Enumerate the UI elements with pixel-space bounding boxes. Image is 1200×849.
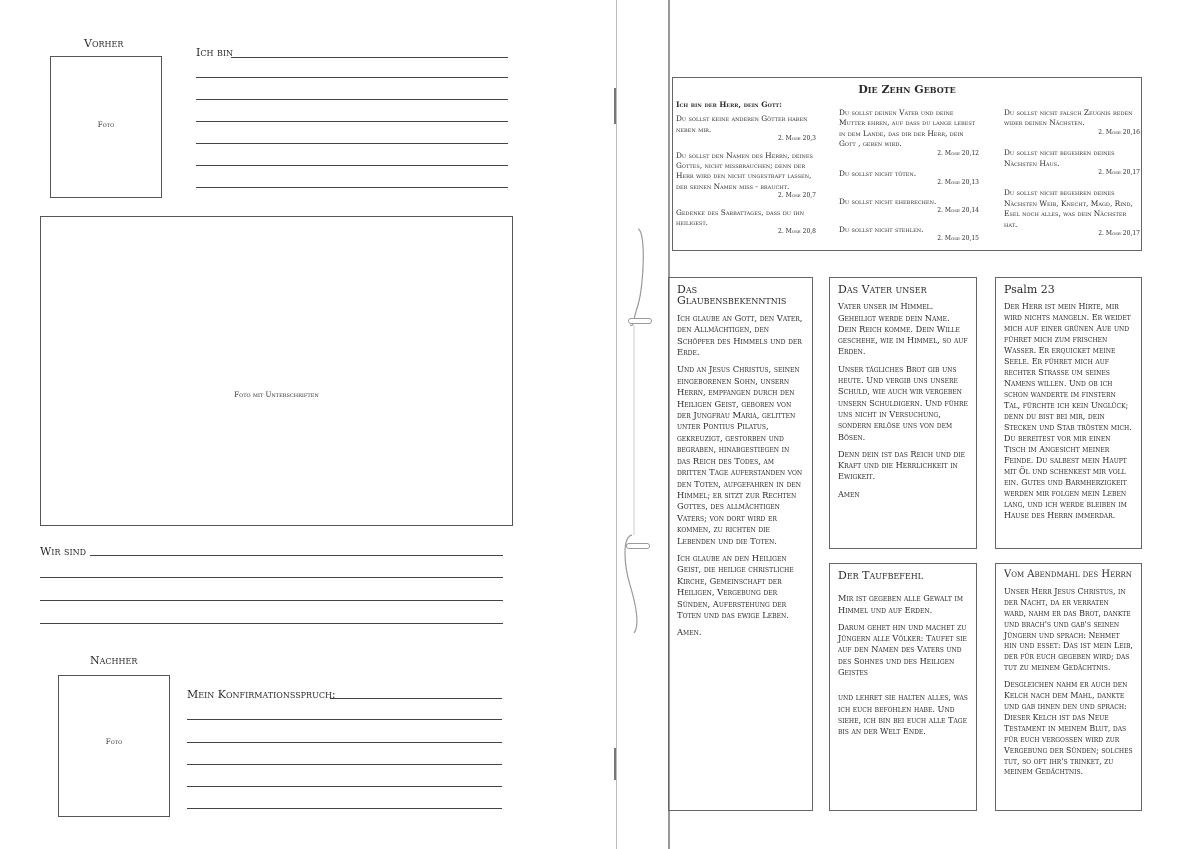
write-line[interactable] [196, 187, 508, 188]
vaterunser-paragraph: Vater unser im Himmel. Geheiligt werde dein Name. Dein Reich komme. Dein Wille geschehe, wie im Himmel, so auf Erden. [838, 301, 968, 357]
fold-mark [614, 748, 616, 780]
glaubensbekenntnis-paragraph: Amen. [677, 627, 702, 638]
write-line[interactable] [196, 143, 508, 144]
glaubensbekenntnis-paragraph: Ich glaube an Gott, den Vater, den Allmächtigen, den Schöpfer des Himmels und der Erde. [677, 312, 803, 358]
glaubensbekenntnis-title: Das Glaubensbekenntnis [677, 283, 787, 308]
vaterunser-paragraph: Unser tägliches Brot gib uns heute. Und vergib uns unsere Schuld, wie auch wir vergeben unsern Schuldigern. Und führe uns nicht in Versuchung, sondern erlöse uns von dem Bösen. [838, 363, 968, 442]
gebote-intro: Ich bin der Herr, dein Gott: [676, 100, 782, 109]
folder-clip-icon [620, 225, 650, 645]
gebot-item: Du sollst nicht begehren deines Nächsten Weib, Knecht, Magd, Rind, Esel noch alles, was dein Nächster hat. 2. Mose 20,17 [1004, 188, 1140, 238]
vaterunser-paragraph: Amen [838, 488, 860, 499]
write-line[interactable] [40, 600, 503, 601]
vaterunser-title: Das Vater unser [838, 283, 927, 296]
gebot-item: Du sollst nicht falsch Zeugnis reden wider deinen Nächsten. 2. Mose 20,16 [1004, 108, 1140, 136]
ich-bin-label: Ich bin [196, 46, 233, 59]
vorher-label: Vorher [84, 37, 124, 50]
wir-sind-label: Wir sind [40, 545, 87, 558]
zehn-gebote-title: Die Zehn Gebote [858, 83, 956, 96]
nachher-photo-label: Foto [105, 738, 123, 746]
vaterunser-paragraph: Denn dein ist das Reich und die Kraft und die Herrlichkeit in Ewigkeit. [838, 448, 966, 482]
gebot-item: Du sollst deinen Vater und deine Mutter ehren, auf daß du lange lebest in dem Lande, das dir der Herr, dein Gott , geben wird. 2. Mose 20,12 [839, 108, 979, 157]
write-line[interactable] [187, 764, 502, 765]
gebot-item: Du sollst nicht ehebrechen. 2. Mose 20,14 [839, 196, 979, 215]
write-line[interactable] [196, 165, 508, 166]
nachher-photo-frame [58, 675, 170, 817]
write-line[interactable] [196, 99, 508, 100]
taufbefehl-paragraph: Mir ist gegeben alle Gewalt im Himmel und auf Erden. [838, 593, 963, 615]
punch-hole [628, 318, 652, 324]
taufbefehl-card [829, 563, 977, 811]
gebot-item: Du sollst nicht töten. 2. Mose 20,13 [839, 169, 979, 187]
gebote-column-1 [676, 100, 816, 244]
taufbefehl-paragraph: und lehret sie halten alles, was ich euch befohlen habe. Und siehe, ich bin bei euch alle Tage bis an der Welt Ende. [838, 692, 968, 737]
gebot-item: Du sollst nicht stehlen. 2. Mose 20,15 [839, 224, 979, 243]
gebote-column-2 [839, 108, 979, 250]
spruch-line[interactable] [330, 698, 502, 699]
write-line[interactable] [187, 786, 502, 787]
punch-hole [626, 543, 650, 549]
zehn-gebote-box [672, 77, 1142, 251]
group-photo-frame [40, 216, 513, 526]
gebot-item: Du sollst den Namen des Herrn, deines Gottes, nicht mißbrauchen; denn der Herr wird den nicht ungestraft lassen, der seinen Namen miß - braucht. 2. Mose 20,7 [676, 150, 816, 200]
glaubensbekenntnis-paragraph: Und an Jesus Christus, seinen eingeborenen Sohn, unsern Herrn, empfangen durch den Heiligen Geist, geboren von der Jungfrau Maria, gelitten unter Pontius Pilatus, gekreuzigt, gestorben und begraben, hinabgestiegen in das Reich des Todes, am dritten Tage auferstanden von den Toten, aufgefahren in den Himmel; er sitzt zur Rechten Gottes, des allmächtigen Vaters; von dort wird er kommen, zu richten die Lebenden und die Toten. [677, 364, 803, 546]
page-edge [616, 0, 617, 849]
wir-sind-line[interactable] [90, 555, 503, 556]
write-line[interactable] [187, 719, 502, 720]
spruch-label: Mein Konfirmationsspruch: [187, 688, 336, 701]
write-line[interactable] [187, 742, 502, 743]
abendmahl-card [995, 563, 1142, 811]
abendmahl-paragraph: Unser Herr Jesus Christus, in der Nacht, da er verraten ward, nahm er das Brot, dankte und brach's und gab's seinen Jüngern und sprach: Nehmet hin und esset: Das ist mein Leib, der für euch gegeben wird; das tut zu meinem Gedächtnis. [1004, 586, 1133, 673]
group-photo-caption: Foto mit Unterschriften [234, 391, 319, 399]
gebote-column-3 [1004, 108, 1140, 245]
vorher-photo-frame [50, 56, 162, 198]
glaubensbekenntnis-card [668, 277, 813, 811]
psalm-text: Der Herr ist mein Hirte, mir wird nichts mangeln. Er weidet mich auf einer grünen Aue und führet mich zum frischen Wasser. Er erquicket meine Seele. Er führet mich auf rechter Straße um seines Namens willen. Und ob ich schon wanderte im finstern Tal, fürchte ich kein Unglück; denn du bist bei mir, dein Stecken und Stab trösten mich. Du bereitest vor mir einen Tisch im Angesicht meiner Feinde. Du salbest mein Haupt mit Öl und schenkest mir voll ein. Gutes und Barmherzigkeit werden mir folgen mein Leben lang, und ich werde bleiben im Hause des Herrn immerdar. [1004, 302, 1132, 520]
vaterunser-card [829, 277, 977, 549]
gebot-item: Du sollst keine anderen Götter haben neben mir. 2. Mose 20,3 [676, 114, 816, 143]
psalm-title: Psalm 23 [1004, 283, 1055, 296]
abendmahl-title: Vom Abendmahl des Herrn [1004, 569, 1132, 580]
folder-gutter [590, 0, 670, 849]
vorher-photo-label: Foto [97, 121, 115, 129]
write-line[interactable] [40, 623, 503, 624]
glaubensbekenntnis-paragraph: Ich glaube an den Heiligen Geist, die heilige christliche Kirche, Gemeinschaft der Heiligen, Vergebung der Sünden, Auferstehung der Toten und das ewige Leben. [677, 552, 794, 620]
write-line[interactable] [187, 808, 502, 809]
gebot-item: Gedenke des Sabbattages, daß du ihn heiligest. 2. Mose 20,8 [676, 207, 816, 236]
write-line[interactable] [196, 121, 508, 122]
write-line[interactable] [196, 77, 508, 78]
fold-mark [614, 88, 616, 124]
abendmahl-paragraph: Desgleichen nahm er auch den Kelch nach dem Mahl, dankte und gab ihnen den und sprach: Dieser Kelch ist das Neue Testament in meinem Blut, das für euch vergossen wird zur Vergebung der Sünden; solches tut, so oft ihr's trinket, zu meinem Gedächtnis. [1004, 680, 1133, 777]
gebot-item: Du sollst nicht begehren deines Nächsten Haus. 2. Mose 20,17 [1004, 148, 1140, 177]
write-line[interactable] [40, 577, 503, 578]
nachher-label: Nachher [90, 654, 138, 667]
psalm-card [995, 277, 1142, 549]
taufbefehl-title: Der Taufbefehl [838, 569, 923, 582]
taufbefehl-paragraph: Darum gehet hin und machet zu Jüngern alle Völker: Taufet sie auf den Namen des Vaters und des Sohnes und des Heiligen Geistes [838, 621, 967, 678]
ich-bin-line[interactable] [231, 57, 508, 58]
